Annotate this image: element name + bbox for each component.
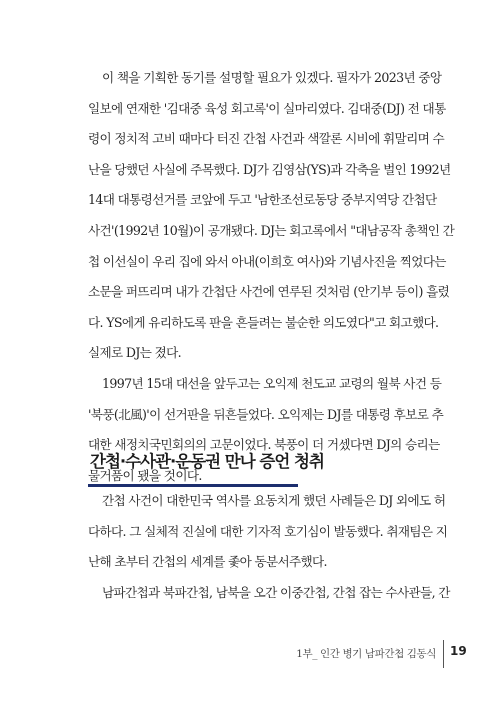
text-line: 14대 대통령선거를 코앞에 두고 '남한조선로동당 중부지역당 간첩단 [88, 192, 437, 208]
text-line: 첩 이선실이 우리 집에 와서 아내(이희호 여사)와 기념사진을 찍었다는 [88, 253, 446, 269]
text-line: 사건'(1992년 10월)이 공개됐다. DJ는 회고록에서 "대남공작 총책인 간 [88, 222, 455, 238]
text-line: '북풍(北風)'이 선거판을 뒤흔들었다. 오익제는 DJ를 대통령 후보로 추 [88, 406, 444, 422]
text-line: 난을 당했던 사실에 주목했다. DJ가 김영삼(YS)과 각축을 벌인 1992년 [88, 161, 451, 177]
body-text-lower [88, 486, 450, 608]
page-footer [0, 634, 500, 674]
body-text-upper [88, 63, 455, 491]
section-heading: 간첩·수사관·운동권 만나 증언 청취 [90, 452, 324, 471]
paragraph-3 [88, 486, 448, 578]
text-line: 이 책을 기획한 동기를 설명할 필요가 있겠다. 필자가 2023년 중앙 [102, 70, 442, 85]
text-line: 간첩 사건이 대한민국 역사를 요동치게 했던 사례들은 DJ 외에도 허 [102, 493, 446, 508]
text-line: 소문을 퍼뜨리며 내가 간첩단 사건에 연루된 것처럼 (안기부 등이) 흘렸 [88, 284, 450, 300]
text-line: 물거품이 됐을 것이다. [88, 467, 202, 483]
paragraph-1 [88, 63, 455, 369]
text-line: 다. YS에게 유리하도록 판을 흔들려는 불순한 의도였다"고 회고했다. [88, 314, 439, 330]
paragraph-4 [88, 578, 450, 609]
text-line: 실제로 DJ는 졌다. [88, 345, 181, 361]
footer-divider [443, 640, 444, 668]
text-line: 대한 새정치국민회의의 고문이었다. 북풍이 더 거셌다면 DJ의 승리는 [88, 437, 440, 453]
text-line: 일보에 연재한 '김대중 육성 회고록'이 실마리였다. 김대중(DJ) 전 대통 [88, 100, 446, 116]
text-line: 다하다. 그 실체적 진실에 대한 기자적 호기심이 발동했다. 취재팀은 지 [88, 523, 448, 539]
page-number: 19 [450, 644, 467, 658]
text-line: 령이 정치적 고비 때마다 터진 간첩 사건과 색깔론 시비에 휘말리며 수 [88, 131, 444, 147]
text-line: 난해 초부터 간첩의 세계를 좇아 동분서주했다. [88, 554, 327, 570]
text-line: 남파간첩과 북파간첩, 남북을 오간 이중간첩, 간첩 잡는 수사관들, 간 [102, 584, 450, 600]
running-head: 1부_ 인간 병기 남파간첩 김동식 [296, 648, 436, 660]
text-line: 1997년 15대 대선을 앞두고는 오익제 천도교 교령의 월북 사건 등 [102, 375, 442, 391]
